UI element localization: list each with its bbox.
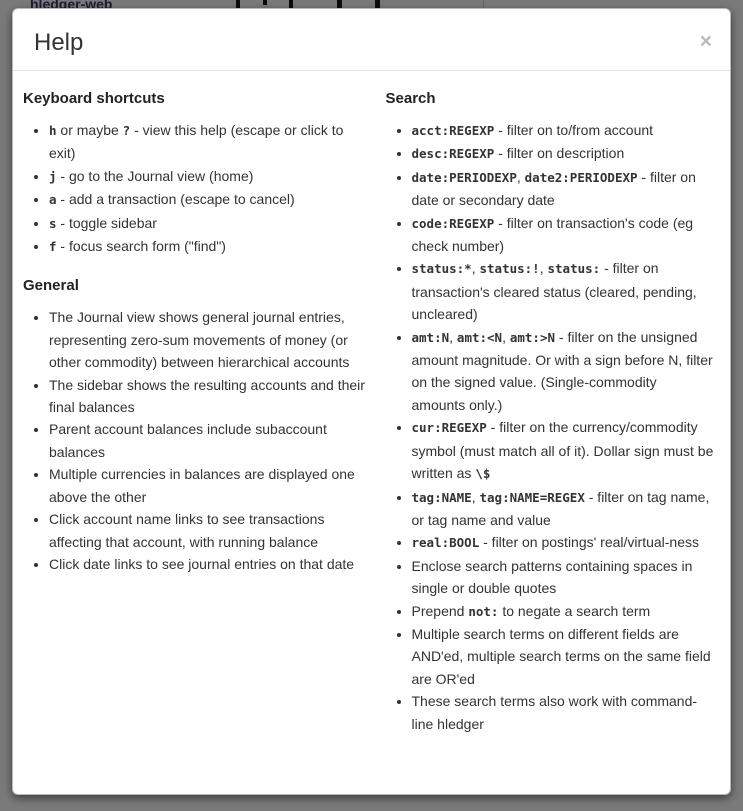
help-list-item: • These search terms also work with command-line hledger xyxy=(412,690,715,735)
modal-body xyxy=(13,71,730,745)
help-list-item: • acct:REGEXP - filter on to/from account xyxy=(412,119,715,142)
help-list-item: • The sidebar shows the resulting accounts and their final balances xyxy=(49,374,366,419)
help-column xyxy=(13,71,372,745)
help-list-item: • Click date links to see journal entries on that date xyxy=(49,553,366,575)
help-list-item: • Multiple currencies in balances are displayed one above the other xyxy=(49,463,366,508)
help-list-item: • j - go to the Journal view (home) xyxy=(49,165,366,188)
section-heading: Search xyxy=(385,90,436,107)
help-list-item: • status:*, status:!, status: - filter on transaction's cleared status (cleared, pending, uncleared) xyxy=(412,257,715,325)
help-list-item: • date:PERIODEXP, date2:PERIODEXP - filter on date or secondary date xyxy=(412,166,715,212)
code-token: \$ xyxy=(475,466,491,482)
help-list-item: • h or maybe ? - view this help (escape or click to exit) xyxy=(49,119,366,165)
code-token: h xyxy=(49,123,57,138)
code-token: acct:REGEXP xyxy=(411,123,495,138)
code-token: code:REGEXP xyxy=(411,215,495,231)
help-list-item: • Enclose search patterns containing spaces in single or double quotes xyxy=(412,555,715,600)
code-token: status:* xyxy=(411,261,472,277)
help-list-item: • real:BOOL - filter on postings' real/virtual-ness xyxy=(412,531,715,554)
section-heading: General xyxy=(23,277,79,295)
code-token: amt:>N xyxy=(509,329,556,345)
code-token: tag:NAME xyxy=(411,489,472,505)
help-list-item: • cur:REGEXP - filter on the currency/commodity symbol (must match all of it). Dollar sign must be written as \$ xyxy=(412,416,715,485)
code-token: s xyxy=(49,215,57,231)
help-list-item: • a - add a transaction (escape to cancel) xyxy=(49,188,366,211)
help-list-item: • f - focus search form ("find") xyxy=(49,235,366,258)
code-token: desc:REGEXP xyxy=(411,146,495,162)
code-token: tag:NAME=REGEX xyxy=(479,489,585,505)
help-list-item: • Click account name links to see transactions affecting that account, with running balance xyxy=(49,508,366,553)
help-modal xyxy=(12,8,731,795)
help-list-item: • s - toggle sidebar xyxy=(49,212,366,235)
code-token: ? xyxy=(122,123,131,138)
modal-title: Help xyxy=(34,29,84,56)
help-list-item: • Prepend not: to negate a search term xyxy=(412,600,715,623)
help-list-item: • code:REGEXP - filter on transaction's code (eg check number) xyxy=(412,212,715,258)
help-list-item: • amt:N, amt:<N, amt:>N - filter on the unsigned amount magnitude. Or with a sign before N, filter on the signed value. (Single-commodity amounts only.) xyxy=(412,326,715,417)
code-token: a xyxy=(49,192,57,208)
modal-header xyxy=(13,9,730,71)
help-list-item: • Multiple search terms on different fields are AND'ed, multiple search terms on the same field are OR'ed xyxy=(412,623,715,690)
help-list-item: • The Journal view shows general journal entries, representing zero-sum movements of money (or other commodity) between hierarchical accounts xyxy=(49,306,366,373)
help-list xyxy=(23,306,366,575)
help-list-item: • Parent account balances include subaccount balances xyxy=(49,418,366,463)
help-list-item: • desc:REGEXP - filter on description xyxy=(412,142,715,165)
code-token: status:! xyxy=(479,261,540,277)
code-token: real:BOOL xyxy=(411,535,480,551)
code-token: status: xyxy=(547,261,601,277)
help-list xyxy=(23,119,366,258)
close-icon[interactable]: × xyxy=(699,30,712,53)
code-token: j xyxy=(49,168,57,184)
code-token: amt:N xyxy=(411,329,450,345)
help-list-item: • tag:NAME, tag:NAME=REGEX - filter on tag name, or tag name and value xyxy=(412,486,715,532)
code-token: date:PERIODEXP xyxy=(411,169,517,185)
section-heading: Keyboard shortcuts xyxy=(23,90,165,107)
code-token: not: xyxy=(468,603,499,619)
help-list xyxy=(386,119,715,735)
help-column xyxy=(372,71,731,745)
code-token: date2:PERIODEXP xyxy=(524,169,638,185)
code-token: f xyxy=(49,239,57,255)
code-token: cur:REGEXP xyxy=(411,420,487,436)
code-token: amt:<N xyxy=(456,329,503,345)
